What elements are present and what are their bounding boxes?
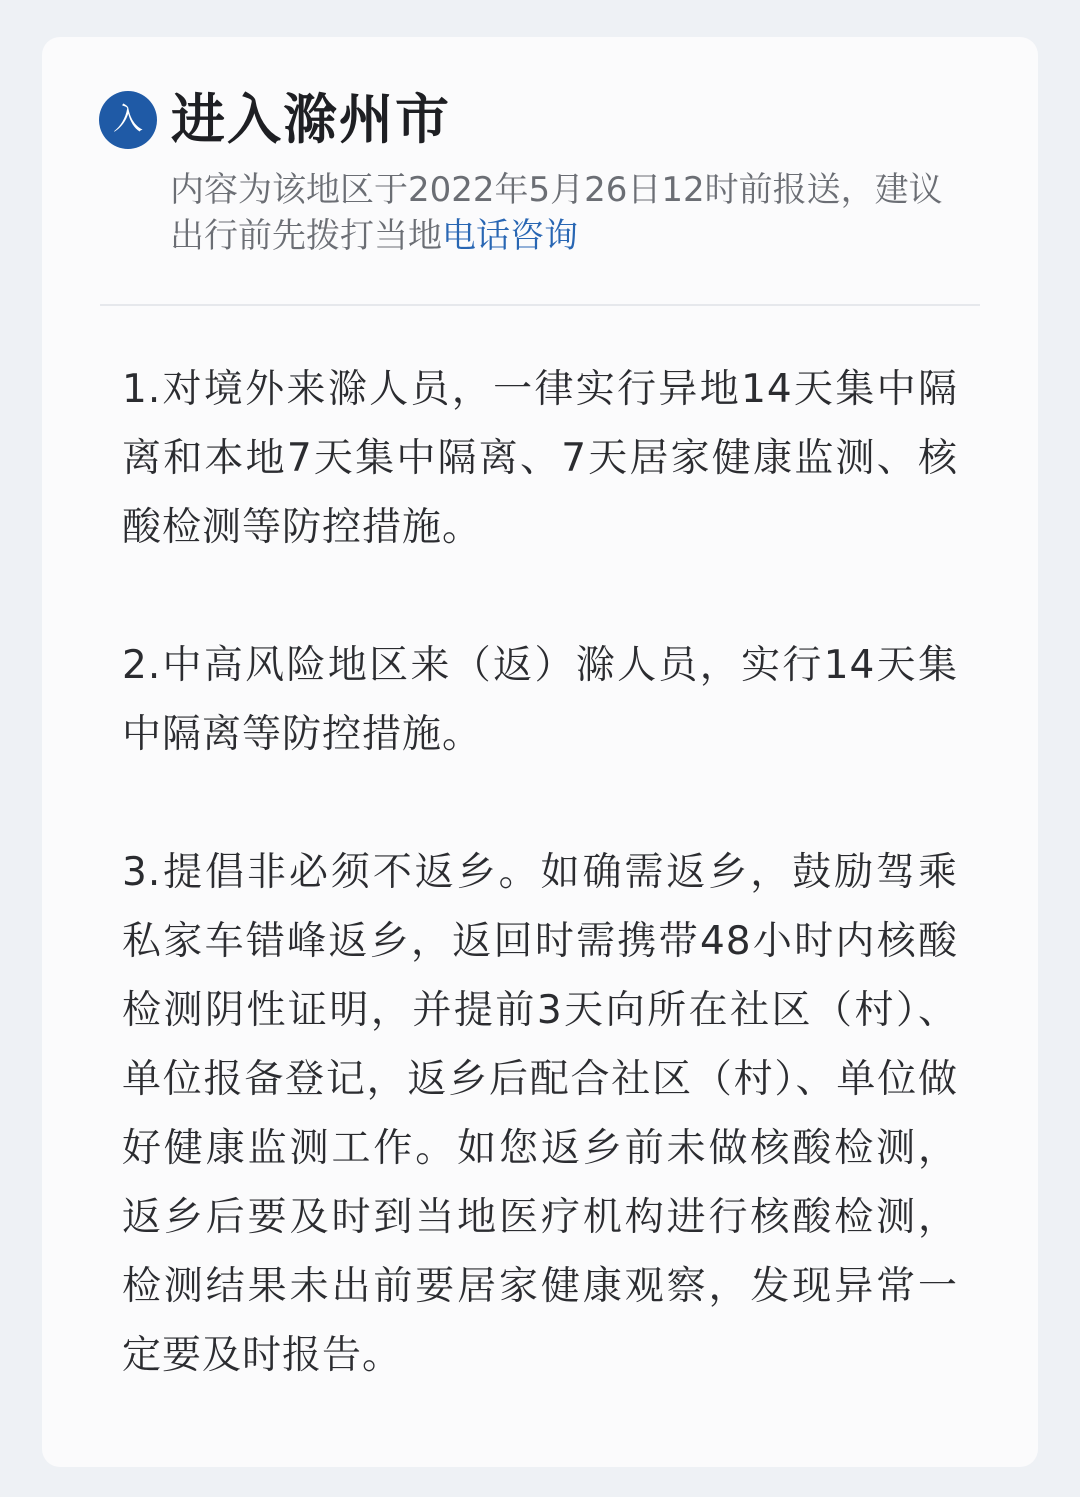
report-notice: [170, 167, 970, 259]
divider: [100, 304, 980, 306]
page-title: 进入滁州市: [171, 88, 451, 151]
report-notice-text: 内容为该地区于2022年5月26日12时前报送，建议出行前先拨打当地: [170, 170, 943, 256]
policy-item-3: 3.提倡非必须不返乡。如确需返乡，鼓励驾乘私家车错峰返乡，返回时需携带48小时内核酸检测阴性证明，并提前3天向所在社区（村）、单位报备登记，返乡后配合社区（村）、单位做好健康监测工作。如您返乡前未做核酸检测，返乡后要及时到当地医疗机构进行核酸检测，检测结果未出前要居家健康观察，发现异常一定要及时报告。: [122, 850, 958, 1378]
enter-badge-icon: 入: [99, 91, 157, 149]
card-header: [99, 87, 451, 153]
phone-consult-link[interactable]: 电话咨询: [442, 216, 578, 256]
policy-item-2: 2.中高风险地区来（返）滁人员，实行14天集中隔离等防控措施。: [122, 643, 958, 757]
policy-content: [122, 355, 958, 1390]
policy-item-1: 1.对境外来滁人员，一律实行异地14天集中隔离和本地7天集中隔离、7天居家健康监测、核酸检测等防控措施。: [122, 367, 958, 550]
policy-card: [42, 37, 1038, 1467]
